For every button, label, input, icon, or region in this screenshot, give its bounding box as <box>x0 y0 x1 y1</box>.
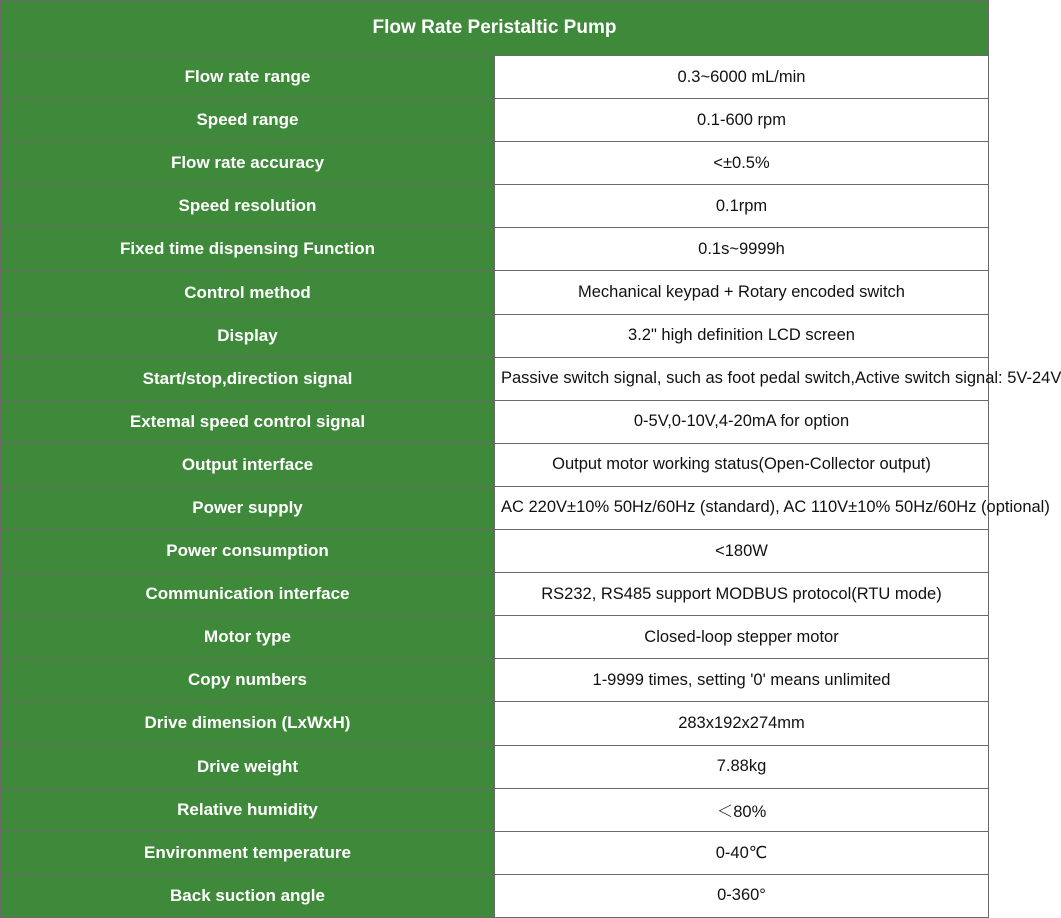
spec-label: Copy numbers <box>1 659 495 702</box>
spec-value: Mechanical keypad + Rotary encoded switch <box>495 271 989 314</box>
table-row <box>1 659 989 702</box>
spec-value: Passive switch signal, such as foot pedal switch,Active switch signal: 5V-24V <box>495 357 989 400</box>
spec-value: 0.1s~9999h <box>495 228 989 271</box>
spec-value: ＜80% <box>495 788 989 831</box>
spec-value: AC 220V±10% 50Hz/60Hz (standard), AC 110V±10% 50Hz/60Hz (optional) <box>495 486 989 529</box>
table-row <box>1 486 989 529</box>
spec-value: 7.88kg <box>495 745 989 788</box>
spec-value: 3.2" high definition LCD screen <box>495 314 989 357</box>
table-row <box>1 271 989 314</box>
table-row <box>1 788 989 831</box>
spec-body <box>1 56 1061 918</box>
table-row <box>1 185 989 228</box>
spec-label: Motor type <box>1 616 495 659</box>
table-row <box>1 616 989 659</box>
spec-value: RS232, RS485 support MODBUS protocol(RTU mode) <box>495 573 989 616</box>
spec-label: Power supply <box>1 486 495 529</box>
spec-value: 0-5V,0-10V,4-20mA for option <box>495 400 989 443</box>
title-row <box>1 1 989 56</box>
spec-value: Closed-loop stepper motor <box>495 616 989 659</box>
table-row <box>1 745 989 788</box>
spec-value: 283x192x274mm <box>495 702 989 745</box>
spec-label: Flow rate accuracy <box>1 142 495 185</box>
table-row <box>1 400 989 443</box>
spec-value: 0.1rpm <box>495 185 989 228</box>
table-row <box>1 357 989 400</box>
table-row <box>1 831 989 874</box>
table-row <box>1 314 989 357</box>
spec-label: Environment temperature <box>1 831 495 874</box>
table-row <box>1 573 989 616</box>
spec-value: 0-360° <box>495 874 989 917</box>
spec-value: <±0.5% <box>495 142 989 185</box>
spec-label: Flow rate range <box>1 56 495 99</box>
spec-label: Drive dimension (LxWxH) <box>1 702 495 745</box>
spec-label: Fixed time dispensing Function <box>1 228 495 271</box>
table-row <box>1 142 989 185</box>
spec-value: 0-40℃ <box>495 831 989 874</box>
spec-label: Back suction angle <box>1 874 495 917</box>
table-row <box>1 874 989 917</box>
spec-label: Control method <box>1 271 495 314</box>
table-row <box>1 702 989 745</box>
spec-label: Communication interface <box>1 573 495 616</box>
spec-value: 0.3~6000 mL/min <box>495 56 989 99</box>
table-row <box>1 56 989 99</box>
table-row <box>1 228 989 271</box>
spec-label: Drive weight <box>1 745 495 788</box>
spec-label: Display <box>1 314 495 357</box>
spec-value: <180W <box>495 530 989 573</box>
table-row <box>1 99 989 142</box>
spec-value: 0.1-600 rpm <box>495 99 989 142</box>
spec-label: Relative humidity <box>1 788 495 831</box>
table-row <box>1 530 989 573</box>
spec-label: Start/stop,direction signal <box>1 357 495 400</box>
spec-label: Speed resolution <box>1 185 495 228</box>
spec-label: Extemal speed control signal <box>1 400 495 443</box>
spec-label: Speed range <box>1 99 495 142</box>
table-title: Flow Rate Peristaltic Pump <box>1 1 989 56</box>
spec-value: Output motor working status(Open-Collector output) <box>495 443 989 486</box>
table-row <box>1 443 989 486</box>
spec-label: Power consumption <box>1 530 495 573</box>
spec-label: Output interface <box>1 443 495 486</box>
spec-value: 1-9999 times, setting '0' means unlimited <box>495 659 989 702</box>
